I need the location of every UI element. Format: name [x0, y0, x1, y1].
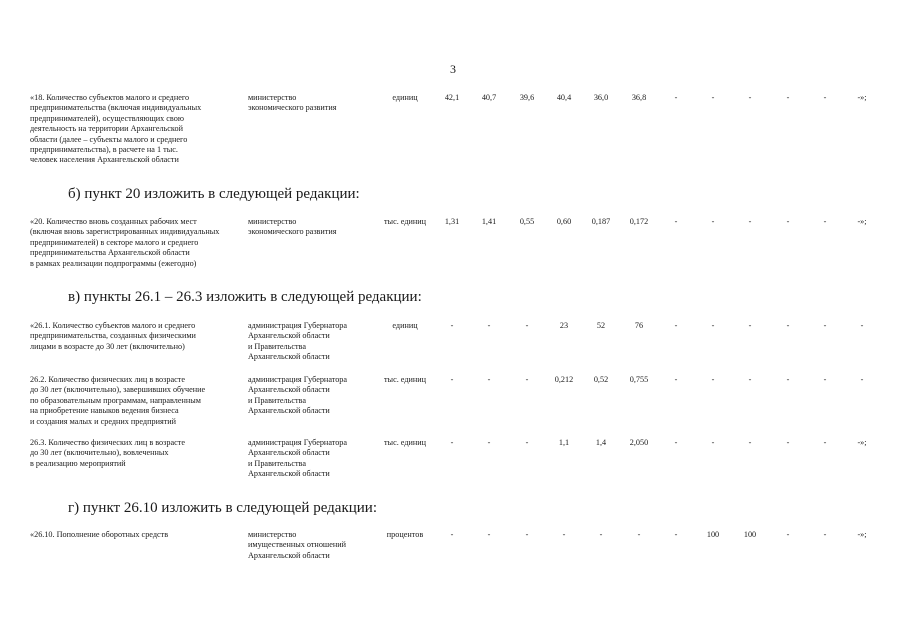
value-cell: - — [786, 321, 790, 330]
responsible-body: министерство экономического развития — [248, 93, 337, 113]
value-cell: 52 — [596, 321, 606, 330]
section-heading-b: б) пункт 20 изложить в следующей редакции: — [68, 186, 360, 202]
value-cell: 40,7 — [481, 93, 497, 102]
value-cell: - — [823, 321, 827, 330]
value-cell: - — [450, 321, 454, 330]
value-cell: - — [450, 530, 454, 539]
value-cell: - — [748, 375, 752, 384]
unit-of-measure: тыс. единиц — [383, 375, 427, 384]
value-cell: - — [525, 530, 529, 539]
value-cell: - — [487, 321, 491, 330]
value-cell: - — [823, 530, 827, 539]
value-cell: -»; — [857, 530, 867, 539]
indicator-description: 26.2. Количество физических лиц в возрасте до 30 лет (включительно), завершивших обучение по образовательным программам, направленным на приобретение навыков ведения бизнеса и создания малых и средних предприятий — [30, 375, 206, 426]
value-cell: - — [674, 375, 678, 384]
responsible-body: администрация Губернатора Архангельской области и Правительства Архангельской области — [248, 438, 348, 479]
value-cell: 23 — [559, 321, 569, 330]
value-cell: -»; — [857, 93, 867, 102]
responsible-body: министерство экономического развития — [248, 217, 337, 237]
indicator-description: «20. Количество вновь созданных рабочих мест (включая вновь зарегистрированных индивидуальных предпринимателей) в секторе малого и среднего предпринимательства Архангельской области в рамках реализации подпрограммы (ежегодно) — [30, 217, 220, 268]
unit-of-measure: тыс. единиц — [383, 217, 427, 226]
value-cell: - — [786, 217, 790, 226]
value-cell: - — [786, 93, 790, 102]
value-cell: - — [711, 438, 715, 447]
value-cell: 100 — [706, 530, 720, 539]
value-cell: 0,60 — [556, 217, 572, 226]
value-cell: - — [525, 375, 529, 384]
value-cell: - — [823, 375, 827, 384]
value-cell: -»; — [857, 438, 867, 447]
section-heading-v: в) пункты 26.1 – 26.3 изложить в следующей редакции: — [68, 289, 422, 305]
value-cell: - — [711, 321, 715, 330]
value-cell: - — [487, 530, 491, 539]
responsible-body: министерство имущественных отношений Архангельской области — [248, 530, 346, 560]
value-cell: - — [637, 530, 641, 539]
value-cell: - — [748, 93, 752, 102]
value-cell: - — [786, 375, 790, 384]
value-cell: - — [674, 93, 678, 102]
section-heading-g: г) пункт 26.10 изложить в следующей редакции: — [68, 500, 377, 516]
value-cell: - — [786, 438, 790, 447]
value-cell: 1,41 — [481, 217, 497, 226]
value-cell: - — [823, 438, 827, 447]
value-cell: - — [525, 438, 529, 447]
value-cell: - — [748, 438, 752, 447]
value-cell: - — [450, 375, 454, 384]
unit-of-measure: единиц — [392, 93, 418, 102]
indicator-description: «26.10. Пополнение оборотных средств — [30, 530, 169, 539]
value-cell: - — [711, 93, 715, 102]
value-cell: - — [786, 530, 790, 539]
value-cell: - — [562, 530, 566, 539]
value-cell: 1,4 — [595, 438, 607, 447]
value-cell: - — [450, 438, 454, 447]
value-cell: 36,8 — [631, 93, 647, 102]
value-cell: 0,172 — [629, 217, 649, 226]
value-cell: - — [525, 321, 529, 330]
value-cell: - — [711, 375, 715, 384]
value-cell: 36,0 — [593, 93, 609, 102]
value-cell: - — [823, 93, 827, 102]
value-cell: - — [599, 530, 603, 539]
value-cell: -»; — [857, 217, 867, 226]
value-cell: 1,1 — [558, 438, 570, 447]
indicator-description: «18. Количество субъектов малого и среднего предпринимательства (включая индивидуальных предпринимателей), осуществляющих свою деятельность на территории Архангельской области (далее – субъекты малого и среднего предпринимательства), в расчете на 1 тыс. человек населения Архангельской области — [30, 93, 202, 165]
value-cell: 0,212 — [554, 375, 574, 384]
value-cell: 2,050 — [629, 438, 649, 447]
value-cell: - — [674, 321, 678, 330]
value-cell: - — [711, 217, 715, 226]
value-cell: - — [674, 217, 678, 226]
value-cell: - — [748, 321, 752, 330]
value-cell: - — [674, 530, 678, 539]
value-cell: - — [860, 321, 864, 330]
value-cell: 1,31 — [444, 217, 460, 226]
value-cell: 100 — [743, 530, 757, 539]
unit-of-measure: процентов — [386, 530, 424, 539]
value-cell: 76 — [634, 321, 644, 330]
value-cell: - — [748, 217, 752, 226]
value-cell: - — [487, 438, 491, 447]
value-cell: 42,1 — [444, 93, 460, 102]
value-cell: - — [674, 438, 678, 447]
value-cell: 39,6 — [519, 93, 535, 102]
value-cell: 40,4 — [556, 93, 572, 102]
value-cell: - — [860, 375, 864, 384]
value-cell: - — [823, 217, 827, 226]
value-cell: - — [487, 375, 491, 384]
value-cell: 0,755 — [629, 375, 649, 384]
indicator-description: «26.1. Количество субъектов малого и среднего предпринимательства, созданных физическими лицами в возрасте до 30 лет (включительно) — [30, 321, 196, 351]
indicator-description: 26.3. Количество физических лиц в возрасте до 30 лет (включительно), вовлеченных в реализацию мероприятий — [30, 438, 185, 468]
unit-of-measure: единиц — [392, 321, 418, 330]
responsible-body: администрация Губернатора Архангельской области и Правительства Архангельской области — [248, 321, 348, 362]
page-number: 3 — [450, 62, 456, 76]
value-cell: 0,52 — [593, 375, 609, 384]
value-cell: 0,187 — [591, 217, 611, 226]
responsible-body: администрация Губернатора Архангельской области и Правительства Архангельской области — [248, 375, 348, 416]
value-cell: 0,55 — [519, 217, 535, 226]
unit-of-measure: тыс. единиц — [383, 438, 427, 447]
